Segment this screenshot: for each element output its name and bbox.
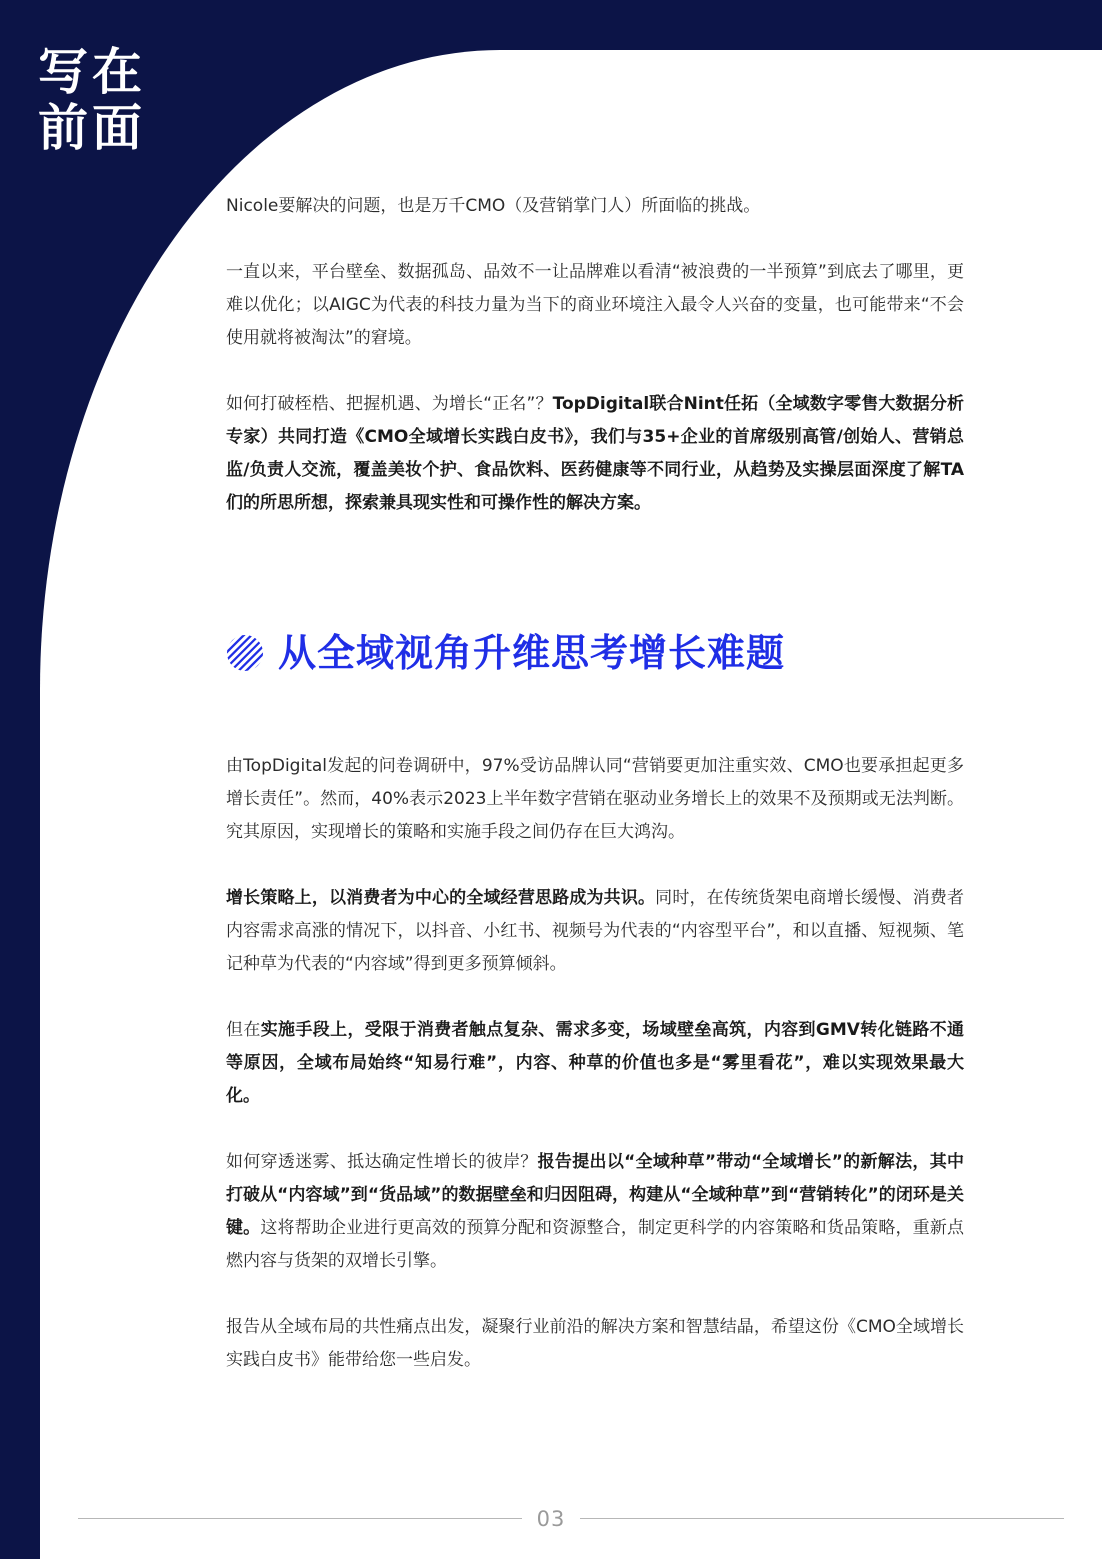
section-paragraph-1: 由TopDigital发起的问卷调研中，97%受访品牌认同“营销要更加注重实效、CMO也要承担起更多增长责任”。然而，40%表示2023上半年数字营销在驱动业务增长上的效果不及预期或无法判断。究其原因，实现增长的策略和实施手段之间仍存在巨大鸿沟。 (226, 756, 964, 842)
section-paragraph-4-normal-a: 如何穿透迷雾、抵达确定性增长的彼岸？ (226, 1152, 538, 1172)
main-content (226, 190, 964, 1377)
section-paragraph-4 (226, 1146, 964, 1278)
corner-title (38, 44, 146, 156)
intro-paragraph-3-normal: 如何打破桎梏、把握机遇、为增长“正名”？ (226, 394, 553, 414)
section-paragraph-2-bold: 增长策略上，以消费者为中心的全域经营思路成为共识。 (226, 888, 656, 908)
navy-top-band (0, 0, 1102, 50)
section-paragraph-3-bold: 实施手段上，受限于消费者触点复杂、需求多变，场域壁垒高筑，内容到GMV转化链路不通等原因，全域布局始终“知易行难”，内容、种草的价值也多是“雾里看花”，难以实现效果最大化。 (226, 1020, 964, 1106)
page-footer (78, 1502, 1064, 1536)
section-paragraph-5: 报告从全域布局的共性痛点出发，凝聚行业前沿的解决方案和智慧结晶，希望这份《CMO全域增长实践白皮书》能带给您一些启发。 (226, 1317, 964, 1370)
section-paragraph-4-bold: 报告提出以“全域种草”带动“全域增长”的新解法，其中打破从“内容域”到“货品域”的数据壁垒和归因阻碍，构建从“全域种草”到“营销转化”的闭环是关键。 (226, 1152, 964, 1238)
section-paragraph-4-normal-b: 这将帮助企业进行更高效的预算分配和资源整合，制定更科学的内容策略和货品策略，重新点燃内容与货架的双增长引擎。 (226, 1218, 965, 1271)
corner-title-line-2: 前面 (38, 99, 146, 157)
section-title: 从全域视角升维思考增长难题 (278, 631, 786, 675)
intro-paragraph-3 (226, 388, 964, 520)
navy-left-band (0, 0, 40, 1559)
footer-rule-right (580, 1518, 1064, 1519)
diagonal-stripes-icon (226, 634, 264, 672)
footer-rule-left (78, 1518, 522, 1519)
intro-paragraph-3-bold: TopDigital联合Nint任拓（全域数字零售大数据分析专家）共同打造《CMO全域增长实践白皮书》，我们与35+企业的首席级别高管/创始人、营销总监/负责人交流，覆盖美妆个护、食品饮料、医药健康等不同行业，从趋势及实操层面深度了解TA们的所思所想，探索兼具现实性和可操作性的解决方案。 (226, 394, 964, 513)
page-number: 03 (536, 1507, 566, 1531)
section-heading (226, 630, 964, 676)
intro-paragraph-2: 一直以来，平台壁垒、数据孤岛、品效不一让品牌难以看清“被浪费的一半预算”到底去了哪里，更难以优化；以AIGC为代表的科技力量为当下的商业环境注入最令人兴奋的变量，也可能带来“不会使用就将被淘汰”的窘境。 (226, 262, 964, 348)
section-paragraph-3-normal: 但在 (226, 1020, 261, 1040)
corner-title-line-1: 写在 (38, 43, 146, 101)
intro-paragraph-1: Nicole要解决的问题，也是万千CMO（及营销掌门人）所面临的挑战。 (226, 196, 761, 216)
section-paragraph-2 (226, 882, 964, 981)
section-paragraph-3 (226, 1014, 964, 1113)
section-paragraph-2-normal: 同时，在传统货架电商增长缓慢、消费者内容需求高涨的情况下，以抖音、小红书、视频号为代表的“内容型平台”，和以直播、短视频、笔记种草为代表的“内容域”得到更多预算倾斜。 (226, 888, 965, 974)
